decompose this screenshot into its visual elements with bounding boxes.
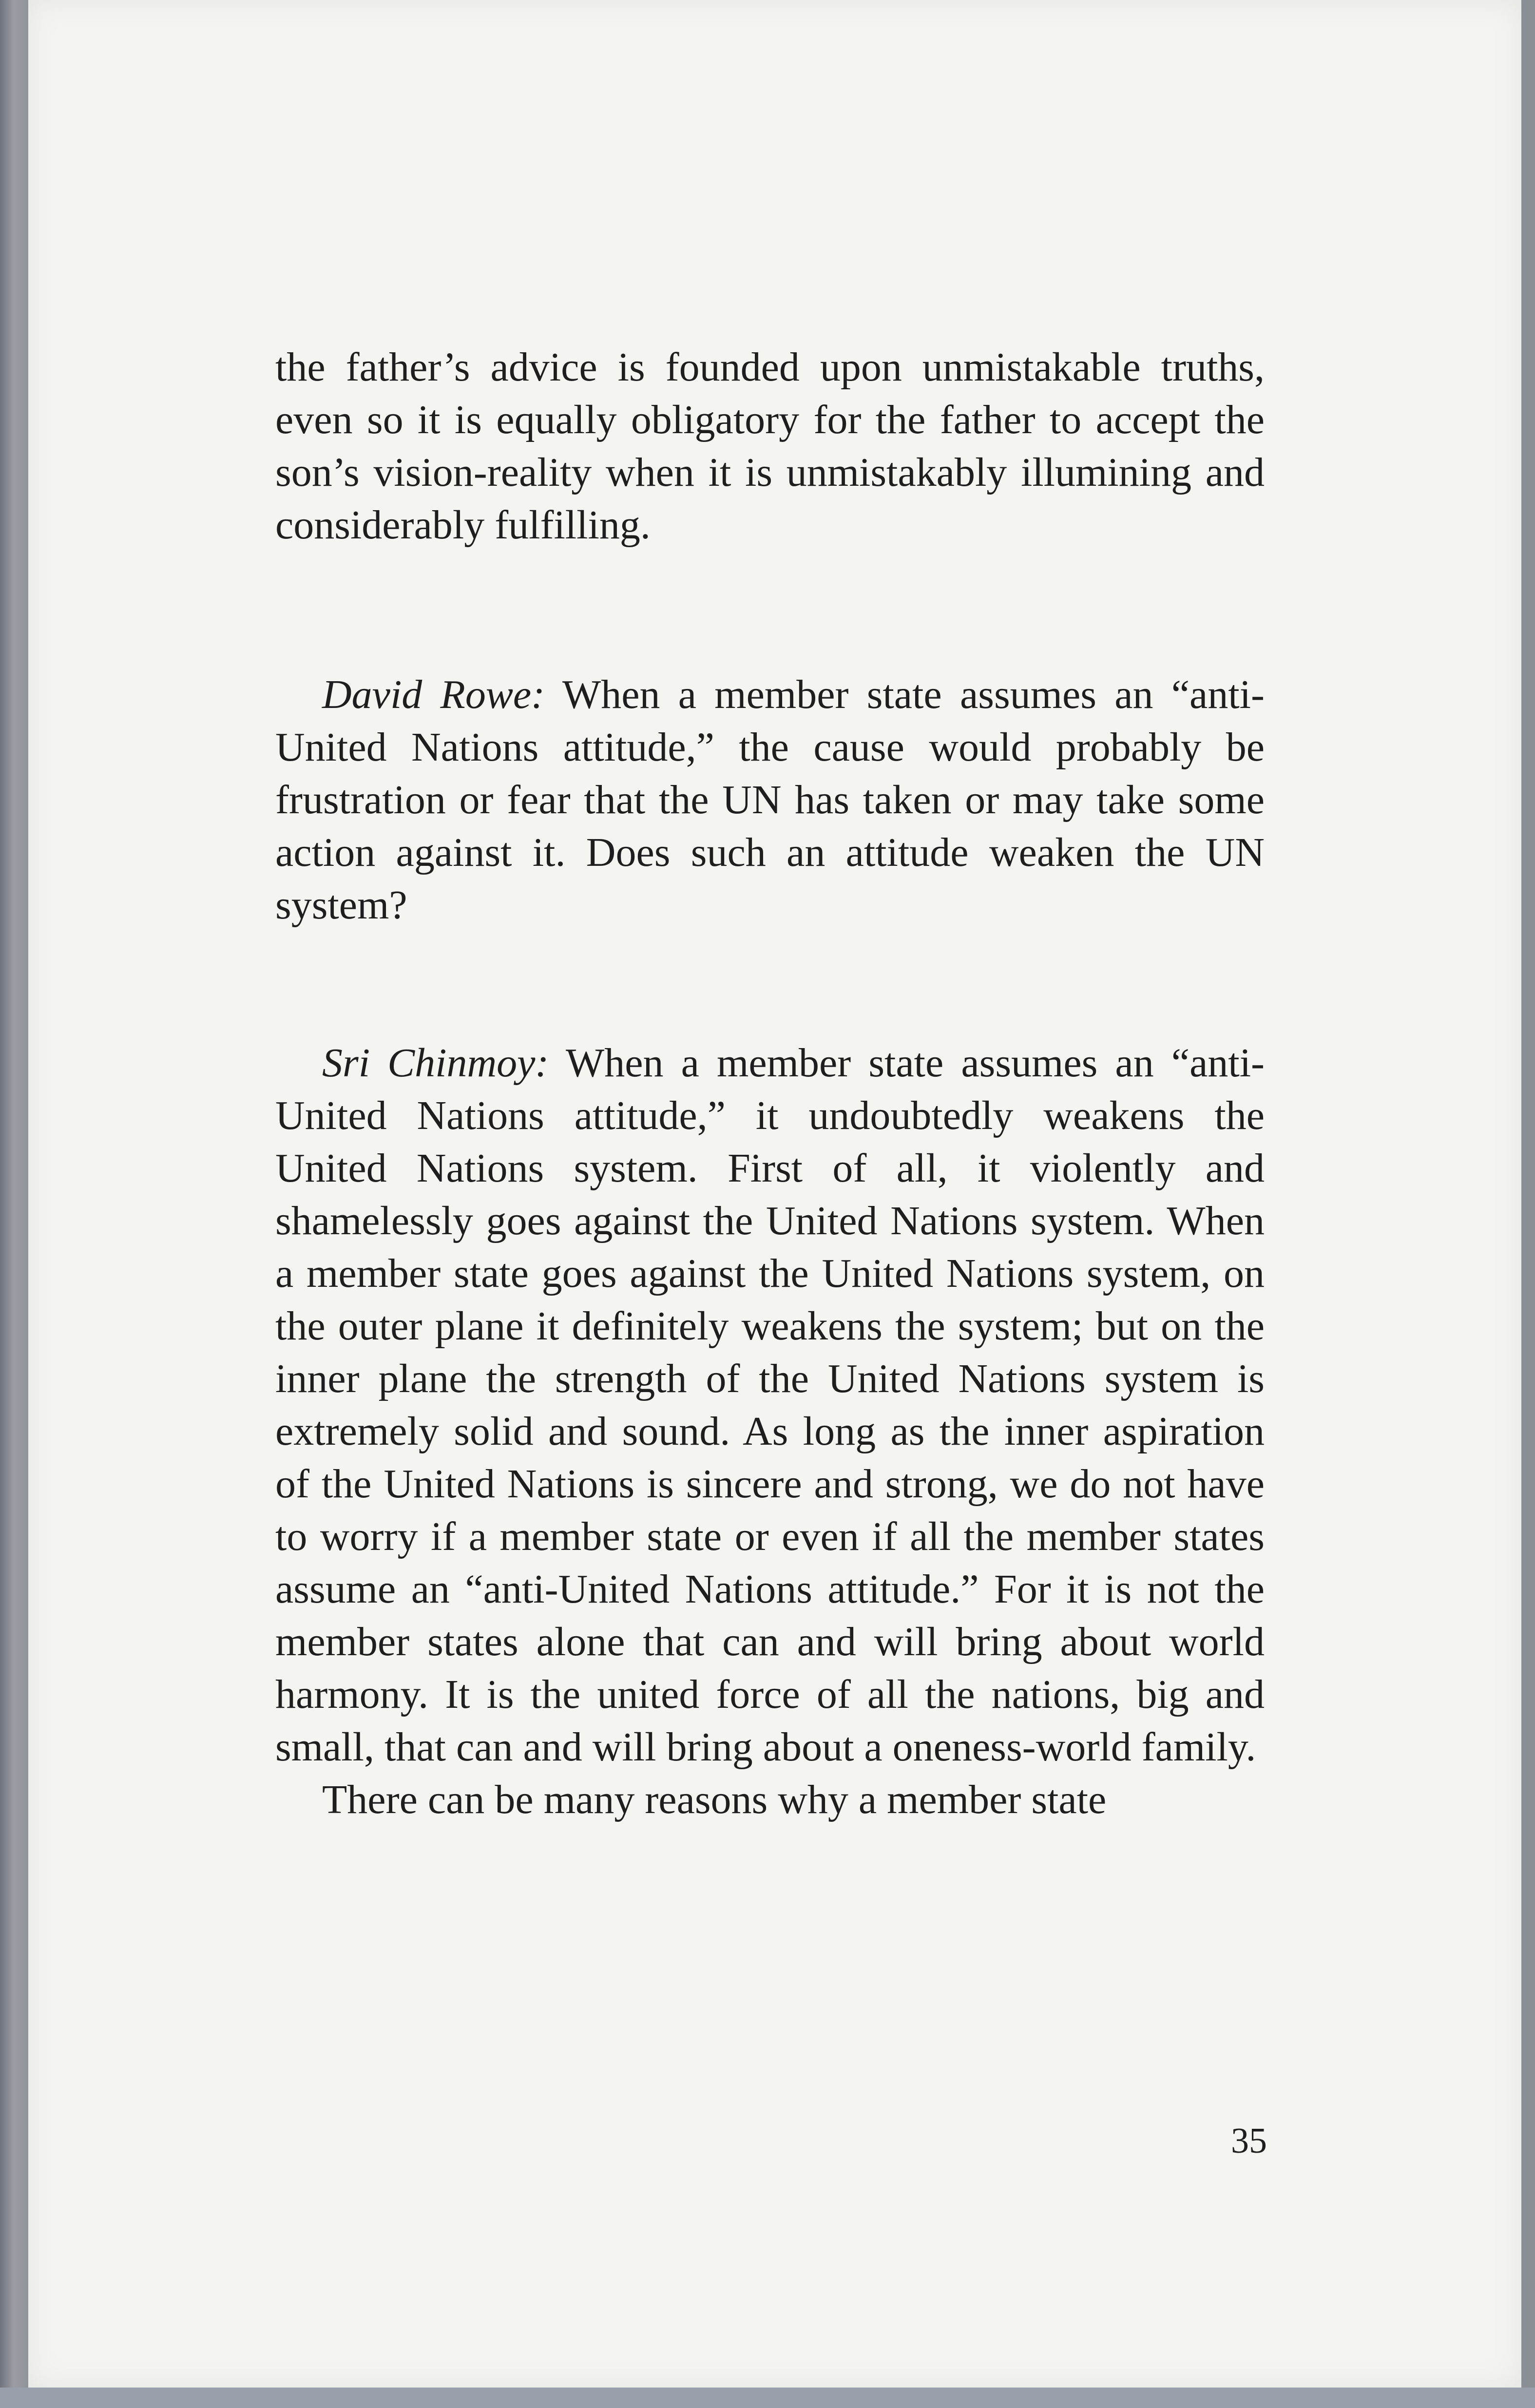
body-text (275, 341, 1265, 1826)
answer-text: When a member state assumes an “anti-United Nations attitude,” it undoubtedly weakens the United Nations system. First of all, it violently and shamelessly goes against the United Nations system. When a member state goes against the United Nations system, on the outer plane it definitely weakens the system; but on the inner plane the strength of the United Nations system is extremely solid and sound. As long as the inner aspiration of the United Nations is sincere and strong, we do not have to worry if a member state or even if all the member states assume an “anti-United Nations attitude.” For it is not the member states alone that can and will bring about world harmony. It is the united force of all the nations, big and small, that can and will bring about a oneness-world family. (275, 1040, 1265, 1770)
page-number: 35 (1231, 2121, 1267, 2161)
paragraph-continued: the father’s advice is founded upon unmistakable truths, even so it is equally obligatory for the father to accept the son’s vision-reality when it is unmistakably illumining and considerably fulfilling. (275, 344, 1265, 548)
paragraph-last: There can be many reasons why a member state (322, 1777, 1107, 1822)
answer-paragraph (275, 1037, 1265, 1774)
page-edge (1521, 0, 1535, 2388)
answerer-name: Sri Chinmoy: (322, 1040, 549, 1086)
scan-border (0, 2388, 1535, 2408)
question-paragraph (275, 669, 1265, 932)
question-text: When a member state assumes an “anti-United Nations attitude,” the cause would probably be frustration or fear that the UN has taken or may take some action against it. Does such an attitude weaken the UN system? (275, 672, 1265, 928)
questioner-name: David Rowe: (322, 672, 545, 717)
